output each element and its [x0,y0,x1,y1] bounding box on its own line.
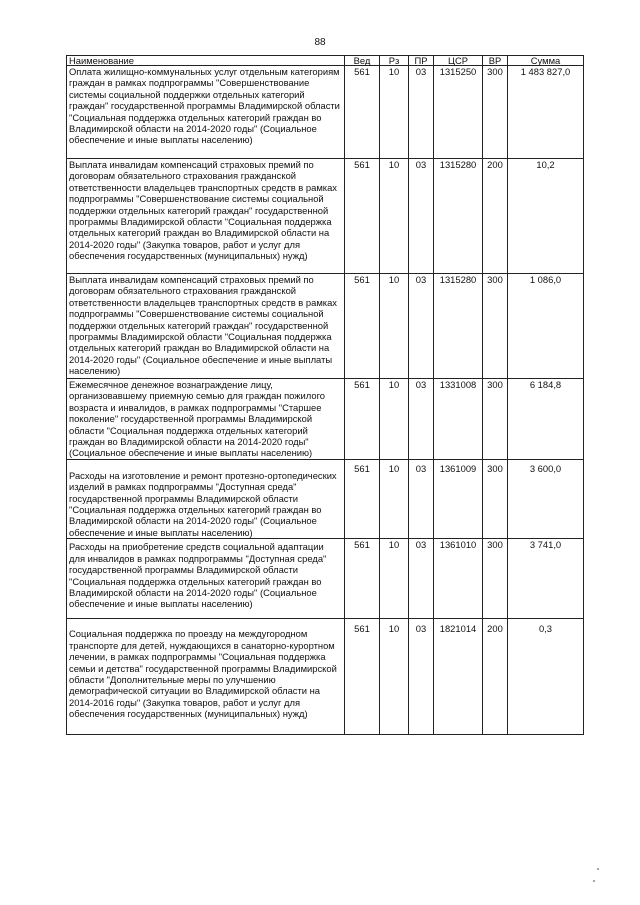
row-name-text: Оплата жилищно-коммунальных услуг отдельным категориям граждан в рамках подпрограммы "Совершенствование системы социальной поддержки отдельных категорий граждан" государственной программы Владимирской области "Социальная поддержка отдельных категорий граждан во Владимирской области на 2014-2020 годы" (Социальное обеспечение и иные выплаты населению) [69,66,340,146]
row-csr-cell: 1361009 [434,459,483,538]
row-name-cell [67,539,345,619]
row-vr-cell: 300 [483,66,508,159]
row-sum-cell: 3 741,0 [508,539,584,619]
budget-table [66,55,584,735]
table-header-row [67,56,584,66]
row-vr-cell: 200 [483,159,508,274]
row-pr-cell: 03 [409,379,434,460]
header-sum: Сумма [508,56,584,66]
page-number: 88 [314,37,326,48]
row-ved-cell: 561 [345,379,380,460]
row-name-cell [67,619,345,735]
row-vr-cell: 300 [483,379,508,460]
row-rz-cell: 10 [380,619,409,735]
table-row [67,379,584,460]
table-row [67,274,584,379]
row-ved-cell: 561 [345,619,380,735]
row-ved-cell: 561 [345,459,380,538]
header-csr: ЦСР [434,56,483,66]
row-vr-cell: 300 [483,539,508,619]
table-row [67,66,584,159]
row-pr-cell: 03 [409,539,434,619]
row-name-cell [67,66,345,159]
row-rz-cell: 10 [380,66,409,159]
header-rz: Рз [380,56,409,66]
row-name-cell [67,379,345,460]
row-csr-cell: 1361010 [434,539,483,619]
row-name-text: Выплата инвалидам компенсаций страховых премий по договорам обязательного страхования гражданской ответственности владельцев транспортных средств в рамках подпрограммы "Совершенствование системы социальной поддержки отдельных категорий граждан" государственной программы Владимирской области "Социальная поддержка отдельных категорий граждан во Владимирской области на 2014-2020 годы" (Закупка товаров, работ и услуг для обеспечения государственных (муниципальных) нужд) [69,159,337,262]
row-name-text: Выплата инвалидам компенсаций страховых премий по договорам обязательного страхования гражданской ответственности владельцев транспортных средств в рамках подпрограммы "Совершенствование системы социальной поддержки отдельных категорий граждан" государственной программы Владимирской области "Социальная поддержка отдельных категорий граждан во Владимирской области на 2014-2020 годы" (Социальное обеспечение и иные выплаты населению) [69,274,337,377]
row-ved-cell: 561 [345,274,380,379]
row-name-cell [67,159,345,274]
row-rz-cell: 10 [380,459,409,538]
row-name-text: Ежемесячное денежное вознаграждение лицу, организовавшему приемную семью для граждан пожилого возраста и инвалидов, в рамках подпрограммы "Старшее поколение" государственной программы Владимирской области "Социальная поддержка отдельных категорий граждан во Владимирской области на 2014-2020 годы" (Социальное обеспечение и иные выплаты населению) [69,379,325,459]
scan-speck [593,880,595,882]
row-pr-cell: 03 [409,159,434,274]
row-csr-cell: 1331008 [434,379,483,460]
row-ved-cell: 561 [345,539,380,619]
row-name-text: Социальная поддержка по проезду на междугородном транспорте для детей, нуждающихся в санаторно-курортном лечении, в рамках подпрограммы "Социальная поддержка семьи и детства" государственной программы Владимирской области "Дополнительные меры по улучшению демографической ситуации во Владимирской области на 2014-2016 годы" (Закупка товаров, работ и услуг для обеспечения государственных (муниципальных) нужд) [69,628,337,720]
row-sum-cell: 1 483 827,0 [508,66,584,159]
row-vr-cell: 300 [483,459,508,538]
row-ved-cell: 561 [345,159,380,274]
row-sum-cell: 6 184,8 [508,379,584,460]
scan-speck [597,868,599,870]
table-row [67,459,584,538]
row-csr-cell: 1315250 [434,66,483,159]
row-csr-cell: 1315280 [434,274,483,379]
row-pr-cell: 03 [409,459,434,538]
row-csr-cell: 1315280 [434,159,483,274]
row-name-text: Расходы на приобретение средств социальной адаптации для инвалидов в рамках подпрограммы "Доступная среда" государственной программы Владимирской области "Социальная поддержка отдельных категорий граждан во Владимирской области на 2014-2020 годы" (Социальное обеспечение и иные выплаты населению) [69,541,327,610]
row-csr-cell: 1821014 [434,619,483,735]
header-pr: ПР [409,56,434,66]
header-vr: ВР [483,56,508,66]
row-name-cell [67,459,345,538]
row-rz-cell: 10 [380,159,409,274]
row-sum-cell: 0,3 [508,619,584,735]
table-row [67,539,584,619]
table-row [67,159,584,274]
row-name-text: Расходы на изготовление и ремонт протезно-ортопедических изделий в рамках подпрограммы "Доступная среда" государственной программы Владимирской области "Социальная поддержка отдельных категорий граждан во Владимирской области на 2014-2020 годы" (Социальное обеспечение и иные выплаты населению) [69,469,337,538]
row-rz-cell: 10 [380,274,409,379]
row-pr-cell: 03 [409,66,434,159]
table-row [67,619,584,735]
row-vr-cell: 200 [483,619,508,735]
row-ved-cell: 561 [345,66,380,159]
row-rz-cell: 10 [380,539,409,619]
row-sum-cell: 1 086,0 [508,274,584,379]
row-pr-cell: 03 [409,619,434,735]
row-pr-cell: 03 [409,274,434,379]
header-ved: Вед [345,56,380,66]
row-vr-cell: 300 [483,274,508,379]
header-name: Наименование [67,56,345,66]
row-sum-cell: 10,2 [508,159,584,274]
row-name-cell [67,274,345,379]
row-sum-cell: 3 600,0 [508,459,584,538]
row-rz-cell: 10 [380,379,409,460]
